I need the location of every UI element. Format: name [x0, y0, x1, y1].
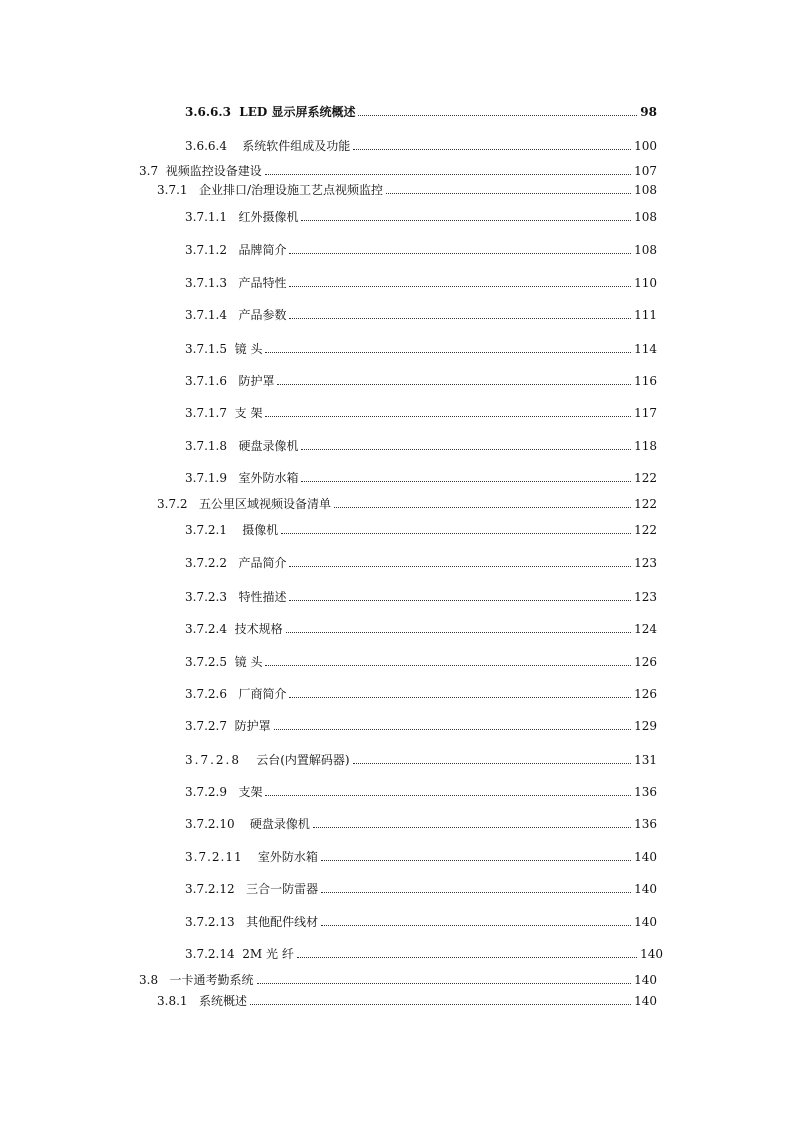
toc-title: 硬盘录像机 — [249, 817, 310, 831]
toc-number: 3.7.2.2 — [185, 556, 227, 570]
toc-entry[interactable] — [185, 784, 657, 800]
dot-leader — [265, 352, 631, 353]
toc-number: 3.7.2.5 — [185, 655, 227, 669]
dot-leader — [257, 983, 632, 984]
toc-number: 3.7.1.9 — [185, 471, 227, 485]
toc-number: 3.7.2.10 — [185, 817, 235, 831]
dot-leader — [301, 481, 631, 482]
toc-title: 品牌简介 — [238, 243, 287, 257]
toc-page: 111 — [634, 308, 657, 322]
toc-title: 镜 头 — [234, 655, 263, 669]
toc-page: 122 — [634, 523, 657, 537]
dot-leader — [281, 533, 631, 534]
toc-number: 3.7.2.9 — [185, 785, 227, 799]
toc-entry[interactable] — [185, 104, 657, 120]
dot-leader — [321, 925, 631, 926]
toc-entry[interactable] — [185, 275, 657, 291]
toc-page: 117 — [634, 406, 657, 420]
toc-page: 140 — [634, 973, 657, 987]
toc-title: 室外防水箱 — [238, 471, 299, 485]
toc-entry[interactable] — [185, 752, 657, 768]
toc-number: 3.7.2.8 — [185, 753, 241, 767]
toc-title: 防护罩 — [238, 374, 275, 388]
toc-page: 114 — [634, 342, 657, 356]
dot-leader — [289, 697, 631, 698]
dot-leader — [353, 763, 631, 764]
toc-title: 三合一防雷器 — [246, 882, 319, 896]
toc-title: 产品参数 — [238, 308, 287, 322]
toc-page: 126 — [634, 687, 657, 701]
toc-number: 3.7.2.12 — [185, 882, 235, 896]
toc-entry[interactable] — [185, 621, 657, 637]
dot-leader — [301, 449, 631, 450]
toc-title: 摄像机 — [242, 523, 279, 537]
dot-leader — [297, 957, 637, 958]
toc-title: 特性描述 — [238, 590, 287, 604]
toc-number: 3.7.1.4 — [185, 308, 227, 322]
toc-entry[interactable] — [185, 438, 657, 454]
toc-title: 2M 光 纤 — [242, 947, 294, 961]
toc-page: 108 — [634, 243, 657, 257]
toc-number: 3.7.1.2 — [185, 243, 227, 257]
toc-page: 136 — [634, 817, 657, 831]
toc-page: 107 — [634, 164, 657, 178]
toc-title: 厂商简介 — [238, 687, 287, 701]
toc-number: 3.7.2.13 — [185, 915, 235, 929]
toc-page: 140 — [634, 915, 657, 929]
toc-page: 110 — [634, 276, 657, 290]
toc-number: 3.7.2.6 — [185, 687, 227, 701]
dot-leader — [313, 827, 631, 828]
toc-entry[interactable] — [185, 849, 657, 865]
toc-number: 3.6.6.3 — [185, 105, 231, 119]
dot-leader — [289, 286, 631, 287]
dot-leader — [286, 632, 631, 633]
toc-entry[interactable] — [185, 341, 657, 357]
toc-number: 3.7.1.8 — [185, 439, 227, 453]
toc-title: 视频监控设备建设 — [165, 164, 262, 178]
dot-leader — [265, 795, 631, 796]
toc-title: 支架 — [238, 785, 263, 799]
dot-leader — [250, 1004, 631, 1005]
toc-entry[interactable] — [185, 686, 657, 702]
toc-page: 122 — [634, 471, 657, 485]
toc-title: 企业排口/治理设施工艺点视频监控 — [199, 183, 384, 197]
toc-number: 3.7.2.14 — [185, 947, 235, 961]
dot-leader — [358, 115, 637, 116]
dot-leader — [334, 507, 631, 508]
toc-entry[interactable] — [185, 718, 657, 734]
toc-entry[interactable] — [157, 182, 657, 198]
toc-title: 其他配件线材 — [246, 915, 319, 929]
toc-number: 3.8 — [139, 973, 159, 987]
dot-leader — [265, 174, 631, 175]
toc-number: 3.8.1 — [157, 994, 188, 1008]
toc-page: 122 — [634, 497, 657, 511]
toc-number: 3.6.6.4 — [185, 139, 227, 153]
toc-page: 100 — [634, 139, 657, 153]
toc-entry[interactable] — [185, 242, 657, 258]
toc-entry[interactable] — [185, 373, 657, 389]
toc-page: 129 — [634, 719, 657, 733]
toc-entry[interactable] — [185, 946, 663, 962]
toc-entry[interactable] — [185, 654, 657, 670]
dot-leader — [274, 729, 631, 730]
toc-entry[interactable] — [185, 209, 657, 225]
toc-page: 118 — [634, 439, 657, 453]
toc-entry[interactable] — [185, 138, 657, 154]
toc-title: LED 显示屏系统概述 — [239, 105, 356, 119]
toc-title: 镜 头 — [234, 342, 263, 356]
toc-number: 3.7.1.3 — [185, 276, 227, 290]
toc-page: 123 — [634, 590, 657, 604]
toc-number: 3.7.2 — [157, 497, 188, 511]
toc-page: 116 — [634, 374, 657, 388]
toc-title: 产品简介 — [238, 556, 287, 570]
toc-title: 五公里区域视频设备清单 — [199, 497, 332, 511]
dot-leader — [265, 665, 631, 666]
toc-page: 124 — [634, 622, 657, 636]
toc-entry[interactable] — [185, 816, 657, 832]
toc-number: 3.7 — [139, 164, 159, 178]
toc-title: 一卡通考勤系统 — [169, 973, 254, 987]
dot-leader — [353, 149, 631, 150]
toc-title: 产品特性 — [238, 276, 287, 290]
toc-title: 系统软件组成及功能 — [242, 139, 351, 153]
dot-leader — [289, 600, 631, 601]
toc-title: 技术规格 — [234, 622, 283, 636]
dot-leader — [265, 416, 631, 417]
toc-entry[interactable] — [185, 522, 657, 538]
toc-page: 108 — [634, 183, 657, 197]
toc-page: 136 — [634, 785, 657, 799]
toc-number: 3.7.1.6 — [185, 374, 227, 388]
dot-leader — [386, 193, 631, 194]
toc-entry[interactable] — [185, 307, 657, 323]
toc-number: 3.7.2.3 — [185, 590, 227, 604]
toc-page: 98 — [640, 105, 657, 119]
toc-number: 3.7.2.11 — [185, 850, 243, 864]
toc-page: 140 — [640, 947, 663, 961]
toc-page: 126 — [634, 655, 657, 669]
toc-number: 3.7.1.1 — [185, 210, 227, 224]
dot-leader — [289, 318, 631, 319]
toc-entry[interactable] — [157, 496, 657, 512]
toc-page: 140 — [634, 882, 657, 896]
toc-page: 140 — [634, 994, 657, 1008]
toc-title: 防护罩 — [234, 719, 271, 733]
toc-entry[interactable] — [185, 881, 657, 897]
dot-leader — [277, 384, 631, 385]
toc-number: 3.7.1.5 — [185, 342, 227, 356]
toc-title: 支 架 — [234, 406, 263, 420]
dot-leader — [321, 892, 631, 893]
toc-entry[interactable] — [185, 555, 657, 571]
toc-entry[interactable] — [185, 405, 657, 421]
toc-number: 3.7.2.7 — [185, 719, 227, 733]
toc-page: 108 — [634, 210, 657, 224]
toc-title: 室外防水箱 — [257, 850, 318, 864]
toc-page: 123 — [634, 556, 657, 570]
dot-leader — [289, 253, 631, 254]
toc-number: 3.7.2.1 — [185, 523, 227, 537]
toc-entry[interactable] — [139, 972, 657, 988]
toc-title: 系统概述 — [199, 994, 248, 1008]
toc-entry[interactable] — [185, 914, 657, 930]
toc-number: 3.7.2.4 — [185, 622, 227, 636]
toc-number: 3.7.1.7 — [185, 406, 227, 420]
toc-entry[interactable] — [139, 163, 657, 179]
toc-page: 140 — [634, 850, 657, 864]
dot-leader — [289, 566, 631, 567]
dot-leader — [301, 220, 631, 221]
toc-title: 硬盘录像机 — [238, 439, 299, 453]
toc-entry[interactable] — [157, 993, 657, 1009]
toc-number: 3.7.1 — [157, 183, 188, 197]
toc-entry[interactable] — [185, 589, 657, 605]
toc-title: 红外摄像机 — [238, 210, 299, 224]
dot-leader — [321, 860, 631, 861]
toc-page: 131 — [634, 753, 657, 767]
toc-title: 云台(内置解码器) — [256, 753, 350, 767]
toc-entry[interactable] — [185, 470, 657, 486]
